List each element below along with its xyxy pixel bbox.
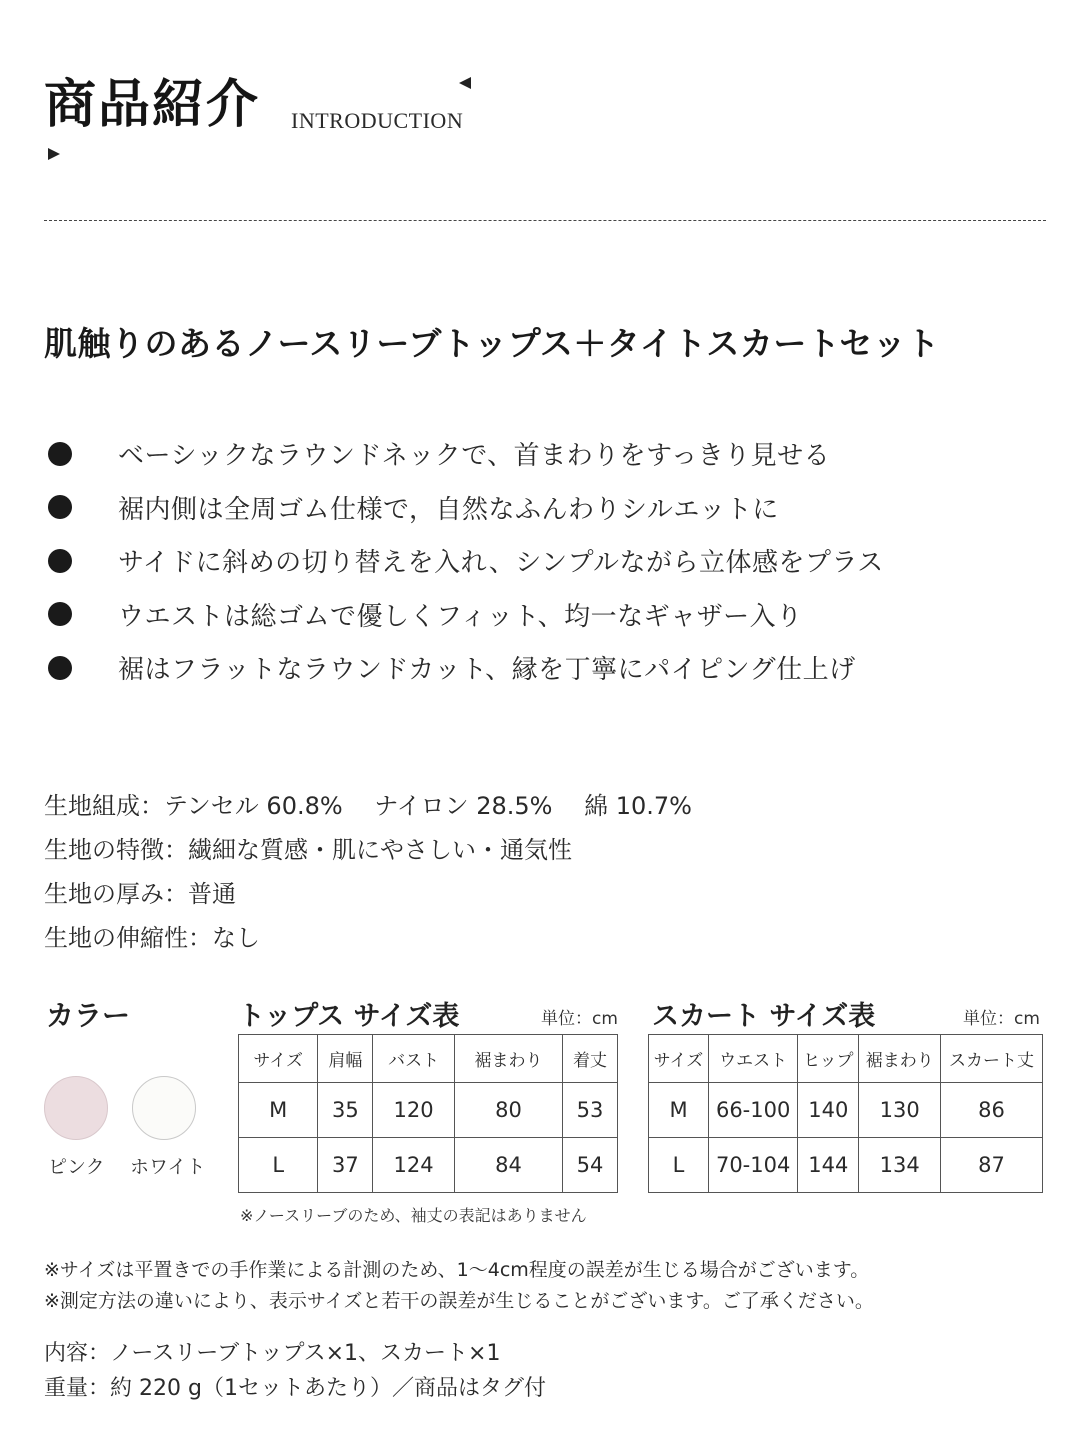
table-cell: 53 bbox=[563, 1083, 618, 1138]
table-cell: 140 bbox=[798, 1083, 859, 1138]
table-header-cell: バスト bbox=[373, 1035, 455, 1083]
table-cell: M bbox=[649, 1083, 709, 1138]
table-header-row bbox=[239, 1035, 618, 1083]
feature-text: ウエストは総ゴムで優しくフィット、均一なギャザー入り bbox=[118, 601, 803, 632]
page-title: 商品紹介 bbox=[44, 75, 261, 135]
fabric-feature: 生地の特徴：繊細な質感・肌にやさしい・通気性 bbox=[44, 836, 572, 864]
table-cell: 87 bbox=[941, 1138, 1043, 1193]
tops-table-note: ※ノースリーブのため、袖丈の表記はありません bbox=[240, 1206, 587, 1225]
fabric-stretch: 生地の伸縮性：なし bbox=[44, 924, 260, 952]
fabric-thickness: 生地の厚み：普通 bbox=[44, 880, 236, 908]
table-cell: 120 bbox=[373, 1083, 455, 1138]
table-row bbox=[239, 1083, 618, 1138]
bullet-icon bbox=[48, 442, 72, 466]
skirt-size-title: スカート サイズ表 bbox=[652, 1001, 876, 1032]
table-cell: 70-104 bbox=[709, 1138, 798, 1193]
bullet-icon bbox=[48, 495, 72, 519]
fabric-info bbox=[44, 784, 692, 960]
contents-line: 内容：ノースリーブトップス×1、スカート×1 bbox=[44, 1341, 501, 1366]
table-header-cell: スカート丈 bbox=[941, 1035, 1043, 1083]
feature-text: 裾はフラットなラウンドカット、縁を丁寧にパイピング仕上げ bbox=[118, 655, 856, 686]
table-header-cell: サイズ bbox=[239, 1035, 318, 1083]
table-header-cell: ヒップ bbox=[798, 1035, 859, 1083]
table-cell: L bbox=[649, 1138, 709, 1193]
table-header-cell: 肩幅 bbox=[318, 1035, 373, 1083]
table-row bbox=[649, 1083, 1043, 1138]
table-header-row bbox=[649, 1035, 1043, 1083]
table-header-cell: 裾まわり bbox=[859, 1035, 941, 1083]
table-cell: M bbox=[239, 1083, 318, 1138]
color-swatch-pink bbox=[44, 1076, 108, 1140]
table-cell: 84 bbox=[454, 1138, 562, 1193]
feature-list bbox=[48, 427, 884, 695]
measurement-notes bbox=[44, 1255, 874, 1317]
feature-text: サイドに斜めの切り替えを入れ、シンプルながら立体感をプラス bbox=[118, 548, 884, 579]
tops-unit: 単位：cm bbox=[541, 1009, 618, 1029]
note-line: ※測定方法の違いにより、表示サイズと若干の誤差が生じることがございます。ご了承ください。 bbox=[44, 1290, 874, 1312]
table-cell: L bbox=[239, 1138, 318, 1193]
dashed-divider bbox=[44, 220, 1046, 221]
skirt-unit: 単位：cm bbox=[963, 1009, 1040, 1029]
table-cell: 134 bbox=[859, 1138, 941, 1193]
feature-text: ベーシックなラウンドネックで、首まわりをすっきり見せる bbox=[118, 441, 831, 472]
table-cell: 54 bbox=[563, 1138, 618, 1193]
table-cell: 66-100 bbox=[709, 1083, 798, 1138]
table-header-cell: 裾まわり bbox=[454, 1035, 562, 1083]
table-cell: 130 bbox=[859, 1083, 941, 1138]
table-cell: 35 bbox=[318, 1083, 373, 1138]
table-header-cell: ウエスト bbox=[709, 1035, 798, 1083]
color-label-pink: ピンク bbox=[48, 1156, 105, 1178]
feature-text: 裾内側は全周ゴム仕様で，自然なふんわりシルエットに bbox=[118, 494, 779, 525]
tops-size-table bbox=[238, 1034, 618, 1193]
feature-item bbox=[48, 427, 884, 481]
color-heading: カラー bbox=[46, 999, 131, 1032]
note-line: ※サイズは平置きでの手作業による計測のため、1～4cm程度の誤差が生じる場合がございます。 bbox=[44, 1259, 870, 1281]
table-header-cell: サイズ bbox=[649, 1035, 709, 1083]
table-cell: 80 bbox=[454, 1083, 562, 1138]
triangle-right-icon bbox=[48, 148, 60, 160]
page-subtitle: INTRODUCTION bbox=[291, 108, 464, 133]
feature-item bbox=[48, 534, 884, 588]
triangle-left-icon bbox=[459, 77, 471, 89]
product-title: 肌触りのあるノースリーブトップス＋タイトスカートセット bbox=[44, 324, 940, 363]
skirt-size-table bbox=[648, 1034, 1043, 1193]
color-label-white: ホワイト bbox=[130, 1156, 206, 1178]
feature-item bbox=[48, 641, 884, 695]
color-swatch-white bbox=[132, 1076, 196, 1140]
package-contents bbox=[44, 1336, 546, 1406]
table-cell: 37 bbox=[318, 1138, 373, 1193]
table-header-cell: 着丈 bbox=[563, 1035, 618, 1083]
feature-item bbox=[48, 588, 884, 642]
feature-item bbox=[48, 481, 884, 535]
table-cell: 124 bbox=[373, 1138, 455, 1193]
weight-line: 重量：約 220 g（1セットあたり）／商品はタグ付 bbox=[44, 1376, 546, 1401]
tops-size-title: トップス サイズ表 bbox=[238, 1001, 460, 1032]
bullet-icon bbox=[48, 602, 72, 626]
table-cell: 144 bbox=[798, 1138, 859, 1193]
table-cell: 86 bbox=[941, 1083, 1043, 1138]
table-row bbox=[649, 1138, 1043, 1193]
fabric-composition: 生地組成：テンセル 60.8% ナイロン 28.5% 綿 10.7% bbox=[44, 792, 692, 820]
table-row bbox=[239, 1138, 618, 1193]
bullet-icon bbox=[48, 549, 72, 573]
bullet-icon bbox=[48, 656, 72, 680]
